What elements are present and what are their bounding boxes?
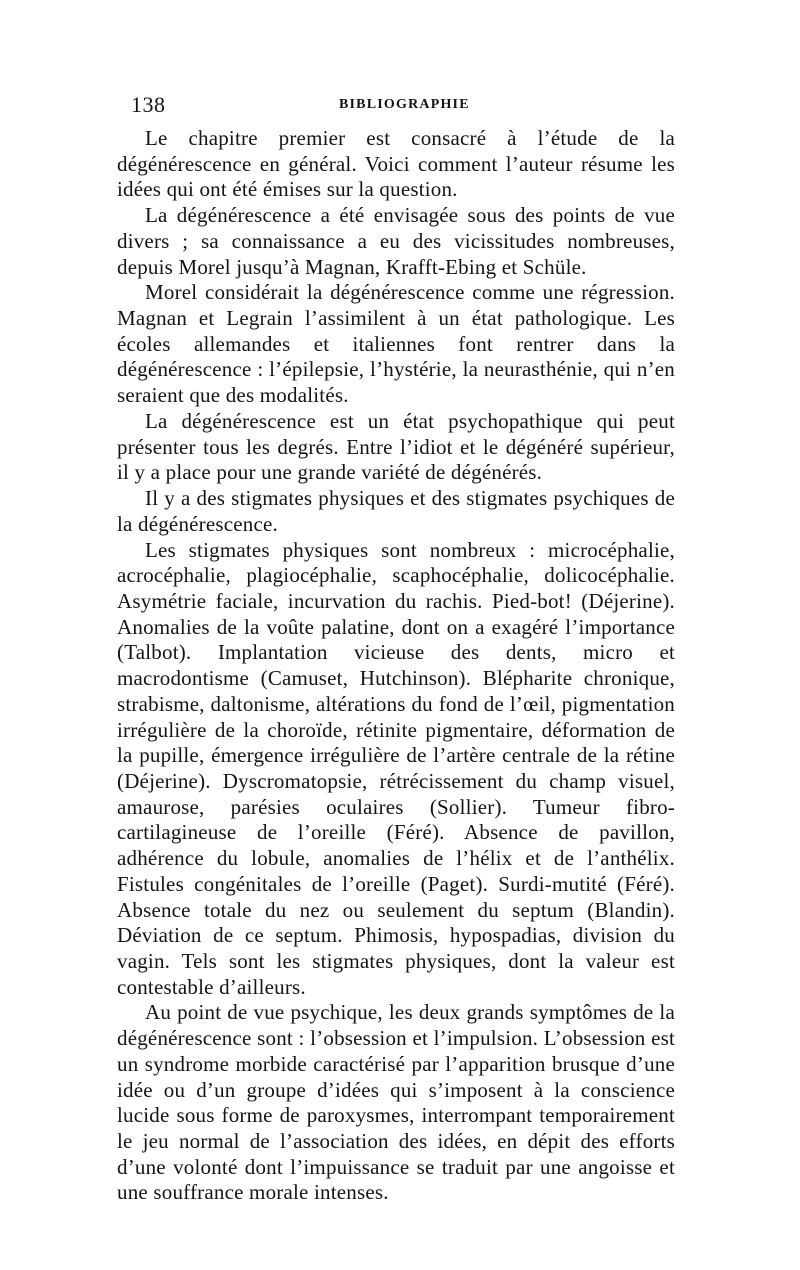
page-number: 138 <box>131 92 166 117</box>
paragraph-stigmata-types: Il y a des stigmates physiques et des stigmates psychiques de la dégénérescence. <box>117 486 675 536</box>
running-head <box>117 92 675 122</box>
paragraph-psychic-symptoms: Au point de vue psychique, les deux grands symptômes de la dégénérescence sont : l’obsession et l’impulsion. L’obsession est un syndrome morbide caractérisé par l’apparition brusque d’une idée ou d’un groupe d’idées qui s’imposent à la conscience lucide sous forme de paroxysmes, interrompant temporairement le jeu normal de l’association des idées, en dépit des efforts d’une volonté dont l’impuissance se traduit par une angoisse et une souffrance morale intenses. <box>117 1000 675 1205</box>
running-title: BIBLIOGRAPHIE <box>339 97 470 112</box>
paragraph-physical-stigmata: Les stigmates physiques sont nombreux : microcéphalie, acrocéphalie, plagiocéphalie, scaphocéphalie, dolicocéphalie. Asymétrie faciale, incurvation du rachis. Pied-bot! (Déjerine). Anomalies de la voûte palatine, dont on a exagéré l’importance (Talbot). Implantation vicieuse des dents, micro et macrodontisme (Camuset, Hutchinson). Blépharite chronique, strabisme, daltonisme, altérations du fond de l’œil, pigmentation irrégulière de la choroïde, rétinite pigmentaire, déformation de la pupille, émergence irrégulière de l’artère centrale de la rétine (Déjerine). Dyscromatopsie, rétrécissement du champ visuel, amaurose, parésies oculaires (Sollier). Tumeur fibro-cartilagineuse de l’oreille (Féré). Absence de pavillon, adhérence du lobule, anomalies de l’hélix et de l’anthélix. Fistules congénitales de l’oreille (Paget). Surdi-mutité (Féré). Absence totale du nez ou seulement du septum (Blandin). Déviation de ce septum. Phimosis, hypospadias, division du vagin. Tels sont les stigmates physiques, dont la valeur est contestable d’ailleurs. <box>117 537 675 999</box>
paragraph-chapter-intro: Le chapitre premier est consacré à l’étude de la dégénérescence en général. Voici comment l’auteur résume les idées qui ont été émises sur la question. <box>117 126 675 202</box>
paragraph-degeneration-views: La dégénérescence a été envisagée sous des points de vue divers ; sa connaissance a eu des vicissitudes nombreuses, depuis Morel jusqu’à Magnan, Krafft-Ebing et Schüle. <box>117 203 675 279</box>
body-text <box>117 126 675 1206</box>
paragraph-psychopathic-state: La dégénérescence est un état psychopathique qui peut présenter tous les degrés. Entre l’idiot et le dégénéré supérieur, il y a place pour une grande variété de dégénérés. <box>117 408 675 485</box>
paragraph-morel-magnan: Morel considérait la dégénérescence comme une régression. Magnan et Legrain l’assimilent à un état pathologique. Les écoles allemandes et italiennes font rentrer dans la dégénérescence : l’épilepsie, l’hystérie, la neurasthénie, qui n’en seraient que des modalités. <box>117 280 675 408</box>
